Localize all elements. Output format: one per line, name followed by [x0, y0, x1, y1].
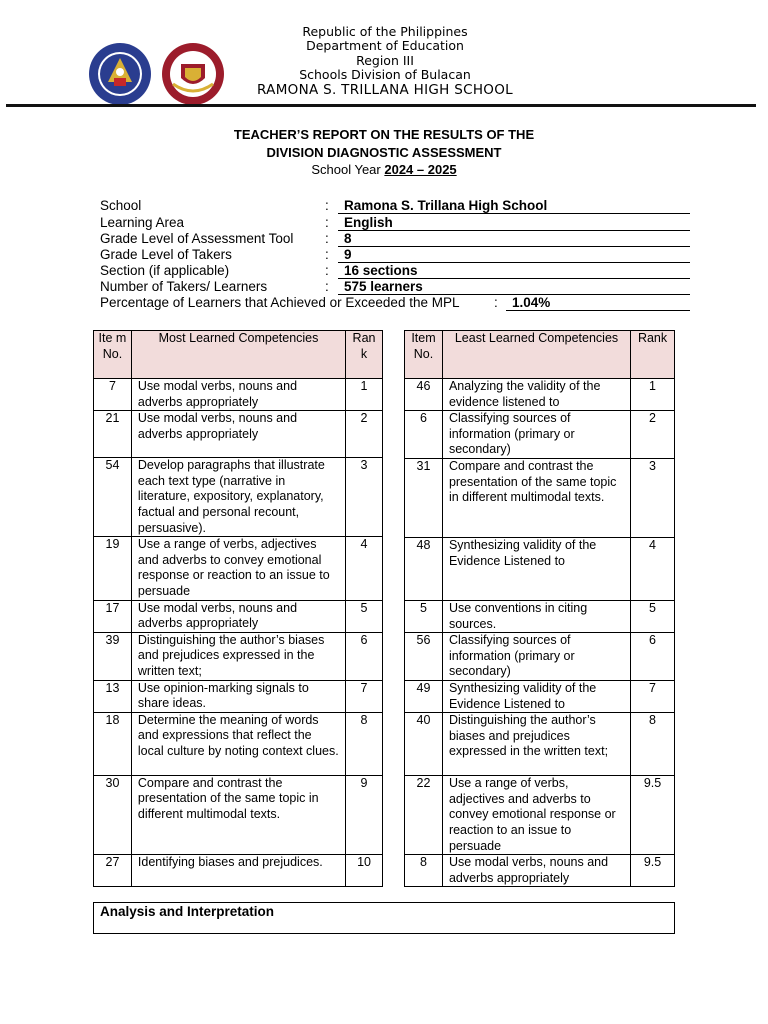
table-row — [94, 600, 383, 632]
school-year — [0, 162, 768, 177]
info-value: 9 — [338, 247, 690, 263]
rank-cell: 8 — [346, 712, 383, 775]
competency-cell: Distinguishing the author’s biases and prejudices expressed in the written text; — [131, 632, 345, 680]
item-no-cell: 30 — [94, 775, 132, 854]
competency-cell: Use conventions in citing sources. — [442, 600, 630, 632]
competency-cell: Identifying biases and prejudices. — [131, 854, 345, 886]
rank-cell: 10 — [346, 854, 383, 886]
header-line-department: Department of Education — [306, 38, 464, 54]
table-row — [94, 632, 383, 680]
competency-cell: Use modal verbs, nouns and adverbs appropriately — [131, 379, 345, 411]
competency-cell: Use modal verbs, nouns and adverbs appropriately — [131, 411, 345, 458]
col-header-rank: Ran k — [346, 331, 383, 379]
item-no-cell: 39 — [94, 632, 132, 680]
info-colon: : — [325, 247, 329, 262]
competency-cell: Synthesizing validity of the Evidence Listened to — [442, 537, 630, 600]
rank-cell: 7 — [631, 680, 675, 712]
col-header-item-no: Ite m No. — [94, 331, 132, 379]
item-no-cell: 18 — [94, 712, 132, 775]
rank-cell: 5 — [346, 600, 383, 632]
item-no-cell: 17 — [94, 600, 132, 632]
info-label: Number of Takers/ Learners — [100, 279, 268, 294]
table-row — [94, 379, 383, 411]
info-value: 575 learners — [338, 279, 690, 295]
item-no-cell: 31 — [405, 458, 443, 537]
table-row — [405, 537, 675, 600]
competency-cell: Analyzing the validity of the evidence listened to — [442, 379, 630, 411]
rank-cell: 6 — [346, 632, 383, 680]
analysis-box — [93, 902, 675, 934]
rank-cell: 4 — [631, 537, 675, 600]
info-value: 8 — [338, 231, 690, 247]
info-label: Grade Level of Takers — [100, 247, 232, 262]
school-seal-icon — [161, 42, 225, 106]
item-no-cell: 13 — [94, 680, 132, 712]
item-no-cell: 54 — [94, 458, 132, 537]
report-title-line1: TEACHER’S REPORT ON THE RESULTS OF THE — [233, 127, 535, 142]
info-colon: : — [494, 295, 498, 310]
item-no-cell: 5 — [405, 600, 443, 632]
info-value: Ramona S. Trillana High School — [338, 198, 690, 214]
table-row — [405, 713, 675, 776]
table-row — [405, 855, 675, 887]
table-header-row — [405, 331, 675, 379]
table-row — [405, 411, 675, 459]
header-line-region: Region III — [356, 52, 414, 68]
table-row — [405, 776, 675, 855]
table-row — [94, 458, 383, 537]
table-row — [94, 854, 383, 886]
letterhead — [240, 25, 530, 97]
table-row — [405, 379, 675, 411]
rank-cell: 6 — [631, 633, 675, 681]
competency-cell: Distinguishing the author’s biases and prejudices expressed in the written text; — [442, 713, 630, 776]
col-header-item-no: Item No. — [405, 331, 443, 379]
rank-cell: 3 — [346, 458, 383, 537]
header-school-name: RAMONA S. TRILLANA HIGH SCHOOL — [257, 81, 513, 98]
report-title — [0, 126, 768, 162]
info-value: English — [338, 215, 690, 231]
table-row — [405, 458, 675, 537]
info-label: School — [100, 198, 142, 213]
competency-cell: Use modal verbs, nouns and adverbs appropriately — [442, 855, 630, 887]
table-row — [405, 600, 675, 632]
item-no-cell: 49 — [405, 680, 443, 712]
rank-cell: 1 — [346, 379, 383, 411]
item-no-cell: 8 — [405, 855, 443, 887]
competency-cell: Determine the meaning of words and expressions that reflect the local culture by noting context clues. — [131, 712, 345, 775]
rank-cell: 3 — [631, 458, 675, 537]
info-colon: : — [325, 279, 329, 294]
rank-cell: 8 — [631, 713, 675, 776]
table-row — [405, 680, 675, 712]
item-no-cell: 56 — [405, 633, 443, 681]
item-no-cell: 7 — [94, 379, 132, 411]
info-label: Section (if applicable) — [100, 263, 230, 278]
item-no-cell: 48 — [405, 537, 443, 600]
info-label: Grade Level of Assessment Tool — [100, 231, 294, 246]
table-row — [94, 712, 383, 775]
table-row — [94, 411, 383, 458]
header-line-division: Schools Division of Bulacan — [299, 67, 471, 83]
table-header-row — [94, 331, 383, 379]
item-no-cell: 27 — [94, 854, 132, 886]
rank-cell: 1 — [631, 379, 675, 411]
table-row — [94, 537, 383, 600]
col-header-competency: Least Learned Competencies — [442, 331, 630, 379]
table-row — [405, 633, 675, 681]
competency-cell: Use opinion-marking signals to share ideas. — [131, 680, 345, 712]
table-row — [94, 775, 383, 854]
most-learned-table — [93, 330, 383, 887]
competency-cell: Classifying sources of information (primary or secondary) — [442, 633, 630, 681]
rank-cell: 9.5 — [631, 776, 675, 855]
info-label: Percentage of Learners that Achieved or Exceeded the MPL — [100, 295, 460, 310]
competency-cell: Develop paragraphs that illustrate each text type (narrative in literature, expository, explanatory, factual and personal recount, persuasive). — [131, 458, 345, 537]
item-no-cell: 22 — [405, 776, 443, 855]
table-row — [94, 680, 383, 712]
school-year-value: 2024 – 2025 — [384, 162, 457, 177]
report-title-line2: DIVISION DIAGNOSTIC ASSESSMENT — [266, 145, 502, 160]
competency-cell: Use a range of verbs, adjectives and adverbs to convey emotional response or reaction to an issue to persuade — [131, 537, 345, 600]
header-divider — [6, 104, 756, 107]
competency-cell: Compare and contrast the presentation of the same topic in different multimodal texts. — [442, 458, 630, 537]
item-no-cell: 6 — [405, 411, 443, 459]
col-header-rank: Rank — [631, 331, 675, 379]
rank-cell: 5 — [631, 600, 675, 632]
analysis-label: Analysis and Interpretation — [100, 904, 275, 919]
header-line-republic: Republic of the Philippines — [302, 24, 468, 39]
competency-cell: Classifying sources of information (primary or secondary) — [442, 411, 630, 459]
least-learned-table — [404, 330, 675, 887]
competency-cell: Use modal verbs, nouns and adverbs appropriately — [131, 600, 345, 632]
item-no-cell: 21 — [94, 411, 132, 458]
competency-cell: Use a range of verbs, adjectives and adverbs to convey emotional response or reaction to an issue to persuade — [442, 776, 630, 855]
item-no-cell: 40 — [405, 713, 443, 776]
item-no-cell: 19 — [94, 537, 132, 600]
col-header-competency: Most Learned Competencies — [131, 331, 345, 379]
rank-cell: 4 — [346, 537, 383, 600]
info-value: 16 sections — [338, 263, 690, 279]
info-colon: : — [325, 215, 329, 230]
item-no-cell: 46 — [405, 379, 443, 411]
rank-cell: 7 — [346, 680, 383, 712]
rank-cell: 2 — [631, 411, 675, 459]
info-colon: : — [325, 263, 329, 278]
deped-seal-icon — [88, 42, 152, 106]
school-year-label: School Year — [311, 162, 385, 177]
info-value: 1.04% — [506, 295, 690, 311]
competency-cell: Compare and contrast the presentation of the same topic in different multimodal texts. — [131, 775, 345, 854]
rank-cell: 9 — [346, 775, 383, 854]
info-colon: : — [325, 198, 329, 213]
rank-cell: 9.5 — [631, 855, 675, 887]
info-label: Learning Area — [100, 215, 185, 230]
competency-cell: Synthesizing validity of the Evidence Listened to — [442, 680, 630, 712]
info-colon: : — [325, 231, 329, 246]
rank-cell: 2 — [346, 411, 383, 458]
